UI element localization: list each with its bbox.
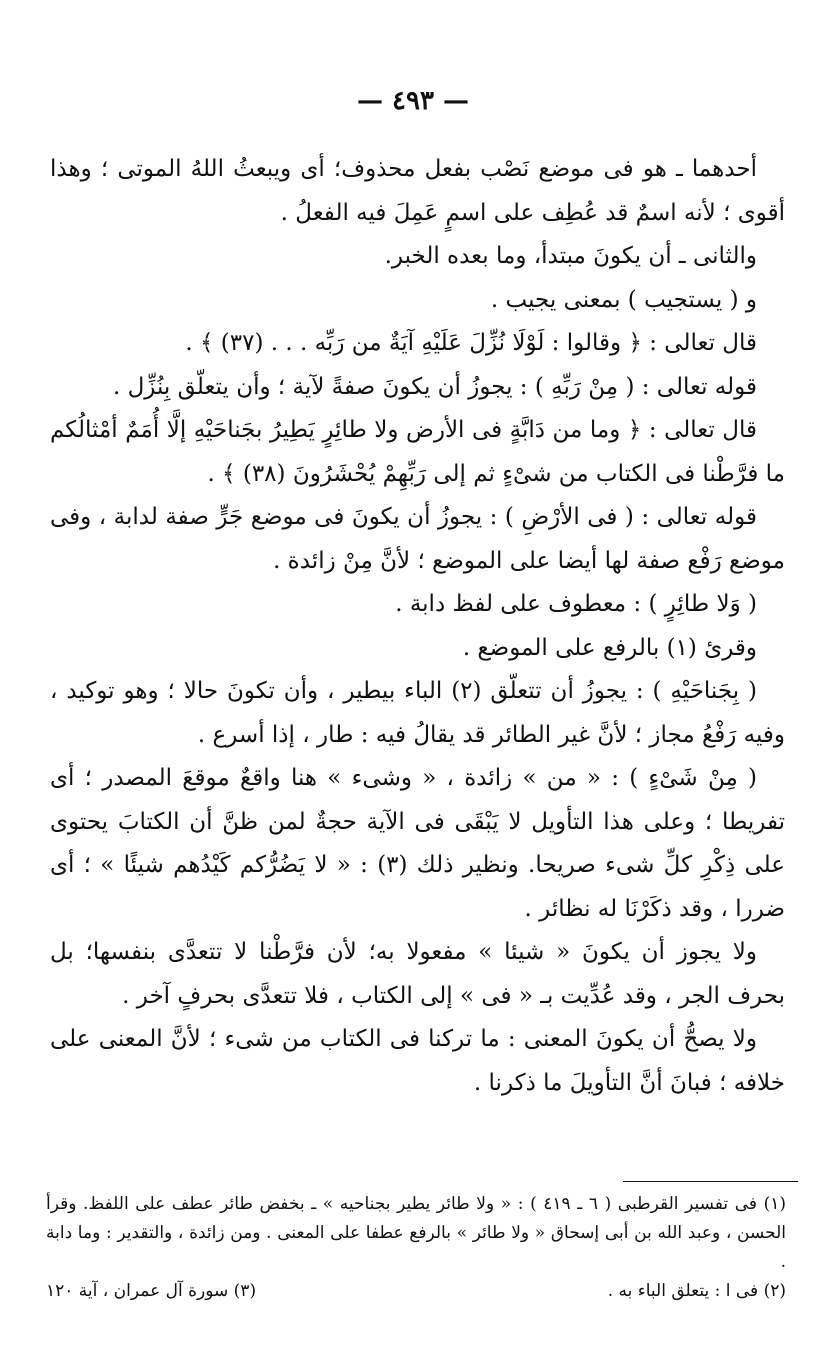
paragraph-wa-la-taair: ( وَلا طائِرٍ ) : معطوف على لفظ دابة .	[395, 591, 757, 617]
footnote-1: (١) فى تفسير القرطبى ( ٦ ـ ٤١٩ ) : « ولا طائر يطير بجناحيه » ـ بخفض طائر عطف على اللفظ. وقرأ الحسن ، وعبد الله بن أبى إسحاق « ولا طائر » بالرفع عطفا على المعنى . ومن زائدة ، والتقدير : وما دابة .	[46, 1194, 786, 1272]
verse-37: قال تعالى : ﴿ وقالوا : لَوْلَا نُزِّلَ عَلَيْهِ آيَةٌ من رَبِّه . . . (٣٧) ﴾ .	[185, 330, 757, 356]
paragraph-conclusion: ولا يصحُّ أن يكونَ المعنى : ما تركنا فى الكتاب من شىء ؛ لأنَّ المعنى على خلافه ؛ فبانَ أنَّ التأويلَ ما ذكرنا .	[50, 1026, 785, 1096]
footnotes	[46, 1190, 786, 1306]
paragraph-shayan-maful: ولا يجوز أن يكونَ « شيئا » مفعولا به؛ لأن فرَّطْنا لا تتعدَّى بنفسها؛ بل بحرف الجر ، وقد عُدِّيت بـ « فى » إلى الكتاب ، فلا تتعدَّى بحرفٍ آخر .	[50, 939, 785, 1009]
footnote-3: (٣) سورة آل عمران ، آية ١٢٠	[46, 1281, 257, 1301]
page-number: — ٤٩٣ —	[356, 86, 470, 116]
paragraph-fi-al-ard: قوله تعالى : ( فى الأرْضِ ) : يجوزُ أن يكونَ فى موضع جَرٍّ صفة لدابة ، وفى موضع رَفْع صفة لها أيضا على الموضع ؛ لأنَّ مِنْ زائدة .	[50, 504, 785, 574]
footnote-divider	[623, 1181, 798, 1182]
paragraph-min-shay: ( مِنْ شَىْءٍ ) : « من » زائدة ، « وشىء » هنا واقعٌ موقعَ المصدر ؛ أى تفريطا ؛ وعلى هذا التأويل لا يَبْقَى فى الآية حجةٌ لمن ظنَّ أن الكتابَ يحتوى على ذِكْرِ كلِّ شىء صريحا. ونظير ذلك (٣) : « لا يَضُرُّكم كَيْدُهم شيئًا » ؛ أى ضررا ، وقد ذكَرْنَا له نظائر .	[50, 765, 785, 922]
footnote-row	[46, 1277, 786, 1306]
paragraph-first-reading: أحدهما ـ هو فى موضع نَصْب بفعل محذوف؛ أى ويبعثُ اللهُ الموتى ؛ وهذا أقوى ؛ لأنه اسمٌ قد عُطِف على اسمٍ عَمِلَ فيه الفعلُ .	[50, 156, 785, 226]
paragraph-second-reading: والثانى ـ أن يكونَ مبتدأ، وما بعده الخبر.	[384, 243, 757, 269]
paragraph-min-rabbihi: قوله تعالى : ( مِنْ رَبِّهِ ) : يجوزُ أن يكونَ صفةً لآية ؛ وأن يتعلّق بِنُزِّل .	[112, 373, 757, 400]
paragraph-yastajib: و ( يستجيب ) بمعنى يجيب .	[490, 286, 757, 313]
main-text	[50, 148, 785, 1105]
paragraph-bijanahayhi: ( بِجَناحَيْهِ ) : يجوزُ أن تتعلّق (٢) الباء بيطير ، وأن تكونَ حالا ؛ وهو توكيد ، وفيه رَفْعُ مجاز ؛ لأنَّ غير الطائر قد يقالُ فيه : طار ، إذا أسرع .	[50, 678, 785, 748]
footnote-2: (٢) فى ا : يتعلق الباء به .	[607, 1281, 786, 1301]
paragraph-qurie: وقرئ (١) بالرفع على الموضع .	[462, 634, 757, 661]
verse-38: قال تعالى : ﴿ وما من دَابَّةٍ فى الأرض ولا طائِرٍ يَطِيرُ بجَناحَيْهِ إلَّا أُمَمٌ أمْثالُكم ما فرَّطْنا فى الكتاب من شىْءٍ ثم إلى رَبِّهِمْ يُحْشَرُونَ (٣٨) ﴾ .	[50, 417, 785, 487]
